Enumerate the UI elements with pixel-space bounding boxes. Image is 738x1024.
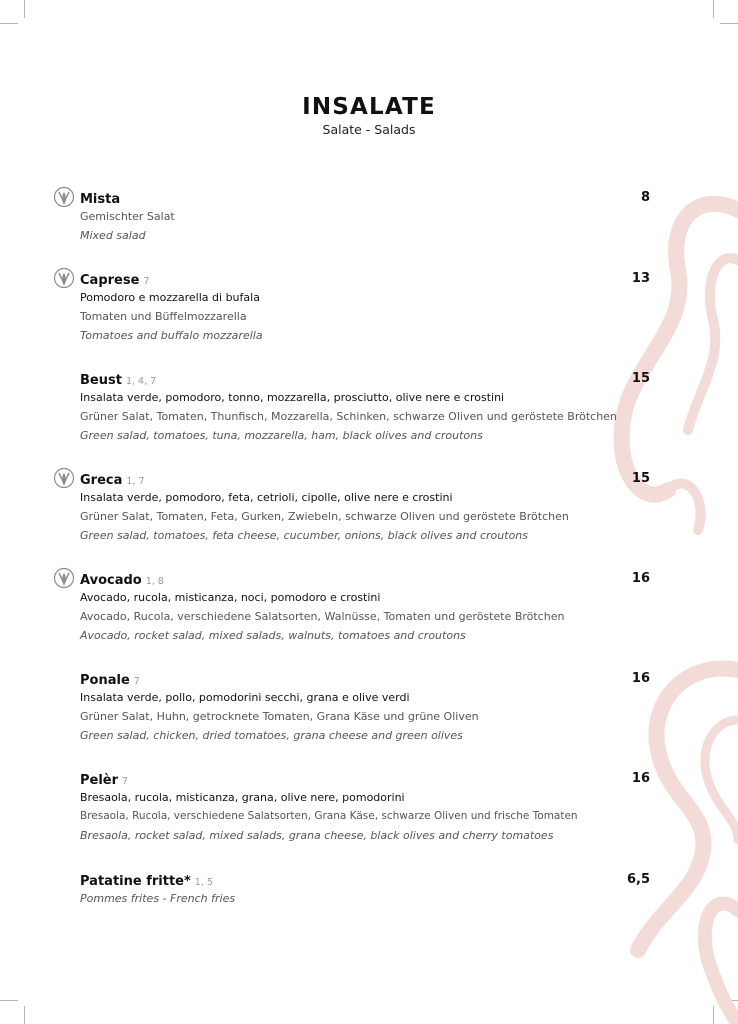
item-allergens: 1, 7 (126, 476, 145, 487)
item-name: Pelèr (80, 773, 119, 788)
item-description-it: Avocado, rucola, misticanza, noci, pomodoro e crostini (80, 591, 381, 604)
item-description-de: Avocado, Rucola, verschiedene Salatsorten, Walnüsse, Tomaten und geröstete Brötchen (80, 610, 565, 623)
item-allergens: 1, 8 (145, 576, 164, 587)
item-allergens: 7 (122, 776, 129, 787)
item-allergens: 7 (143, 276, 150, 287)
item-price: 13 (631, 271, 650, 286)
item-description-en: Bresaola, rocket salad, mixed salads, grana cheese, black olives and cherry tomatoes (80, 829, 554, 842)
menu-item-caprese (80, 269, 650, 345)
item-description-en: Pommes frites - French fries (80, 892, 236, 905)
crop-mark (713, 0, 714, 18)
item-price: 16 (631, 571, 650, 586)
item-name: Ponale (80, 673, 130, 688)
vegetarian-leaf-icon (53, 567, 75, 589)
item-price: 6,5 (626, 872, 650, 887)
item-description-en: Avocado, rocket salad, mixed salads, walnuts, tomatoes and croutons (80, 629, 466, 642)
menu-item-avocado (80, 569, 650, 645)
item-description-de: Grüner Salat, Tomaten, Thunfisch, Mozzarella, Schinken, schwarze Oliven und geröstete Brötchen (80, 410, 617, 423)
item-description-de: Grüner Salat, Tomaten, Feta, Gurken, Zwiebeln, schwarze Oliven und geröstete Brötchen (80, 510, 569, 523)
item-price: 16 (631, 771, 650, 786)
item-price: 15 (631, 371, 650, 386)
item-name: Beust (80, 373, 122, 388)
crop-mark (0, 23, 18, 24)
item-allergens: 1, 5 (194, 877, 213, 888)
crop-mark (24, 0, 25, 18)
crop-mark (24, 1006, 25, 1024)
item-description-de: Gemischter Salat (80, 210, 175, 223)
item-description-it: Insalata verde, pomodoro, feta, cetrioli, cipolle, olive nere e crostini (80, 491, 453, 504)
menu-item-patatine-fritte (80, 870, 650, 908)
item-price: 8 (640, 190, 650, 205)
item-name: Mista (80, 192, 121, 207)
crop-mark (0, 1000, 18, 1001)
crop-mark (720, 23, 738, 24)
item-allergens: 7 (133, 676, 140, 687)
section-subtitle: Salate - Salads (322, 122, 416, 137)
item-description-de: Grüner Salat, Huhn, getrocknete Tomaten, Grana Käse und grüne Oliven (80, 710, 479, 723)
item-description-en: Green salad, tomatoes, tuna, mozzarella, ham, black olives and croutons (80, 429, 483, 442)
vegetarian-leaf-icon (53, 267, 75, 289)
item-description-de: Tomaten und Büffelmozzarella (80, 310, 247, 323)
item-description-en: Green salad, tomatoes, feta cheese, cucumber, onions, black olives and croutons (80, 529, 529, 542)
menu-item-mista (80, 188, 650, 245)
item-description-en: Mixed salad (80, 229, 146, 242)
menu-header (0, 93, 738, 138)
vegetarian-leaf-icon (53, 467, 75, 489)
item-description-it: Bresaola, rucola, misticanza, grana, olive nere, pomodorini (80, 791, 405, 804)
item-name: Patatine fritte* (80, 874, 191, 889)
item-name: Avocado (80, 573, 142, 588)
item-description-it: Pomodoro e mozzarella di bufala (80, 291, 260, 304)
item-description-en: Tomatoes and buffalo mozzarella (80, 329, 263, 342)
menu-item-ponale (80, 669, 650, 745)
item-description-en: Green salad, chicken, dried tomatoes, grana cheese and green olives (80, 729, 463, 742)
vegetarian-leaf-icon (53, 186, 75, 208)
menu-item-peler (80, 769, 650, 845)
item-name: Caprese (80, 273, 140, 288)
item-description-it: Insalata verde, pomodoro, tonno, mozzarella, prosciutto, olive nere e crostini (80, 391, 505, 404)
item-name: Greca (80, 473, 123, 488)
item-description-it: Insalata verde, pollo, pomodorini secchi, grana e olive verdi (80, 691, 410, 704)
menu-item-greca (80, 469, 650, 545)
item-price: 15 (631, 471, 650, 486)
item-description-de: Bresaola, Rucola, verschiedene Salatsorten, Grana Käse, schwarze Oliven und frische Tomaten (80, 810, 578, 822)
item-price: 16 (631, 671, 650, 686)
item-allergens: 1, 4, 7 (125, 376, 157, 387)
section-title: INSALATE (302, 94, 436, 120)
menu-item-beust (80, 369, 650, 445)
